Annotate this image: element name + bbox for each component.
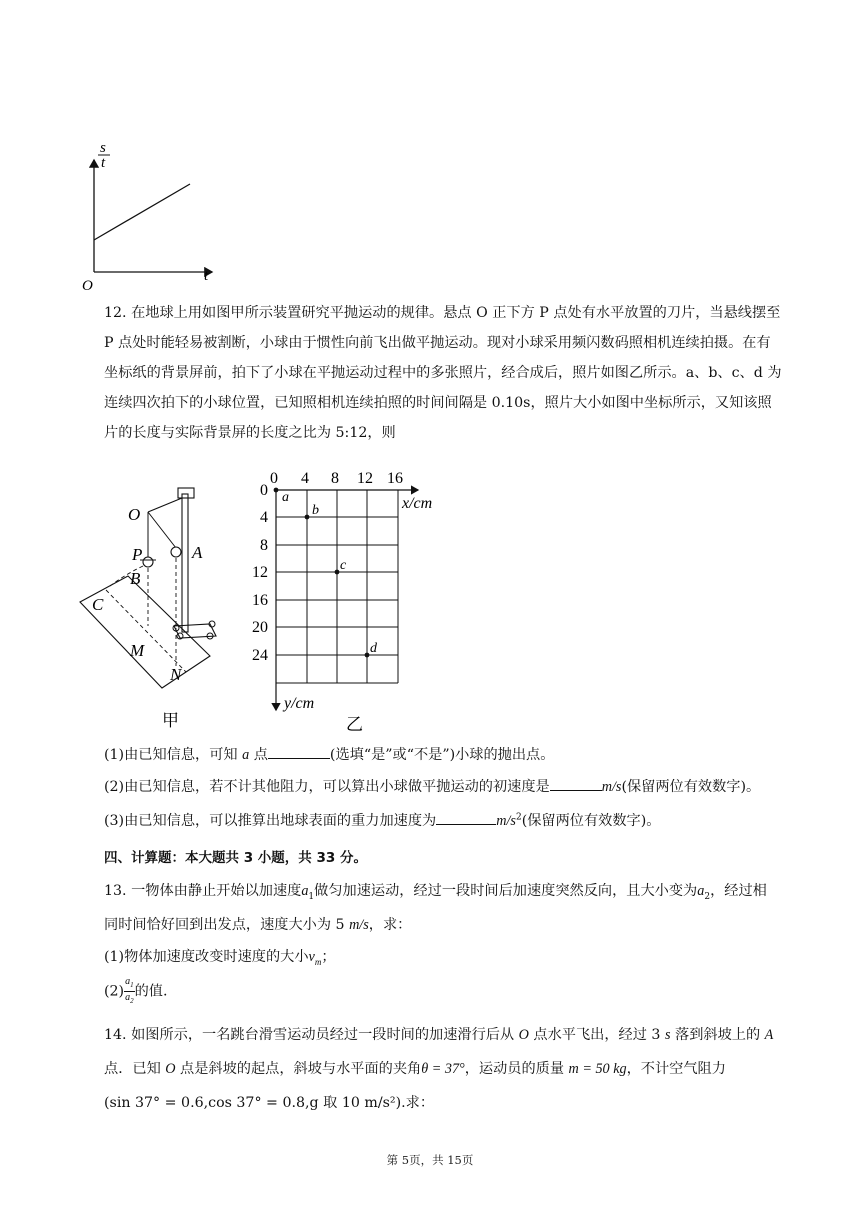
- q12-sub3: (3)由已知信息，可以推算出地球表面的重力加速度为 $m/s^2$(保留两位有效数字)。: [104, 810, 660, 830]
- q13-line2: 同时间恰好回到出发点，速度大小为 5 m/s，求：: [104, 917, 412, 933]
- graph-line: [94, 184, 190, 240]
- origin-label: O: [82, 278, 93, 294]
- point-d: d: [370, 641, 377, 656]
- section4-heading: 四、计算题：本大题共 3 小题，共 33 分。: [104, 850, 367, 866]
- y-label-den: t: [101, 155, 106, 171]
- x-tick-8: 8: [331, 470, 339, 487]
- answer-blank-1[interactable]: [268, 744, 330, 759]
- label-P: P: [132, 545, 143, 564]
- point-a: a: [282, 490, 289, 505]
- y-axis-label: y/cm: [284, 695, 315, 712]
- photo-grid-figure-yi: [246, 464, 456, 738]
- a1-over-a2-fraction: $\frac{a_1}{a_2}$: [125, 976, 134, 1005]
- point-c: c: [340, 558, 347, 573]
- label-C: C: [92, 595, 104, 614]
- y-tick-4: 4: [260, 509, 268, 526]
- x-label: t: [204, 268, 209, 284]
- x-tick-0: 0: [270, 470, 278, 487]
- label-B: B: [130, 569, 141, 588]
- label-M: M: [130, 641, 145, 660]
- y-tick-16: 16: [252, 592, 268, 609]
- x-tick-16: 16: [387, 470, 403, 487]
- y-tick-12: 12: [252, 564, 268, 581]
- s-over-t-graph: [76, 138, 226, 298]
- caption-jia: 甲: [162, 711, 179, 730]
- caption-yi: 乙: [346, 715, 363, 734]
- q13-line1: 13. 一物体由静止开始以加速度$a_1$做匀加速运动，经过一段时间后加速度突然反向，且大小变为$a_2$，经过相: [104, 883, 767, 902]
- x-axis-label: x/cm: [402, 495, 433, 512]
- y-tick-20: 20: [252, 619, 268, 636]
- answer-blank-2[interactable]: [550, 776, 602, 791]
- label-O: O: [128, 505, 141, 524]
- q13-sub1: (1)物体加速度改变时速度的大小$v_m$；: [104, 949, 336, 967]
- x-tick-4: 4: [301, 470, 309, 487]
- y-label-num: s: [100, 140, 106, 156]
- label-N: N: [170, 665, 182, 684]
- y-tick-24: 24: [252, 647, 268, 664]
- page-footer: 第 5页，共 15页: [386, 1153, 474, 1167]
- q12-sub1: (1)由已知信息，可知 a 点 (选填“是”或“不是”)小球的抛出点。: [104, 744, 554, 764]
- y-tick-8: 8: [260, 537, 268, 554]
- q14-line3: (sin 37° = 0.6,cos 37° = 0.8,g 取 10 m/s²).求：: [104, 1095, 435, 1111]
- x-tick-12: 12: [357, 470, 373, 487]
- label-A: A: [192, 543, 203, 562]
- q14-line1: 14. 如图所示，一名跳台滑雪运动员经过一段时间的加速滑行后从 O 点水平飞出，经过 3 s 落到斜坡上的 A: [104, 1027, 774, 1043]
- y-tick-0: 0: [260, 482, 268, 499]
- apparatus-figure-jia: [70, 476, 240, 738]
- answer-blank-3[interactable]: [436, 810, 496, 825]
- point-b: b: [312, 503, 319, 518]
- q12-text: 12. 在地球上用如图甲所示装置研究平抛运动的规律。悬点 O 正下方 P 点处有水平放置的刀片，当悬线摆至 P 点处时能轻易被割断，小球由于惯性向前飞出做平抛运动。现对小球采用频闪数码照相机连续拍摄。在有坐标纸的背景屏前，拍下了小球在平抛运动过程中的多张照片，经合成后，照片如图乙所示。a、b、c、d 为连续四次拍下的小球位置，已知照相机连续拍照的时间间隔是 0.10s，照片大小如图中坐标所示，又知该照片的长度与实际背景屏的长度之比为 5:12，则: [104, 305, 782, 441]
- q12-sub2: (2)由已知信息，若不计其他阻力，可以算出小球做平抛运动的初速度是 m/s(保留两位有效数字)。: [104, 776, 760, 796]
- q13-sub2: (2) $\frac{a_1}{a_2}$ 的值.: [104, 976, 168, 1005]
- q14-line2: 点．已知 O 点是斜坡的起点，斜坡与水平面的夹角θ = 37°，运动员的质量 m = 50 kg，不计空气阻力: [104, 1061, 726, 1077]
